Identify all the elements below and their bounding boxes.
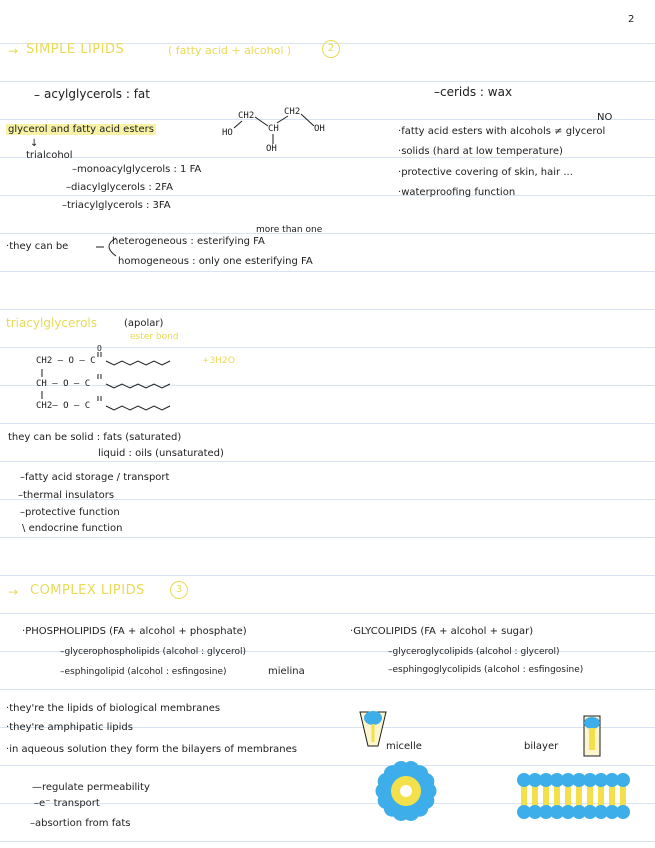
- ester-bond-label: ester bond: [130, 332, 179, 342]
- triacylglycerols-title: triacylglycerols: [6, 316, 97, 330]
- trialcohol-label: trialcohol: [26, 150, 73, 161]
- svg-text:O: O: [97, 344, 102, 353]
- acylglycerols-heading: acylglycerols : fat: [44, 87, 150, 101]
- lipid-head: [616, 773, 630, 787]
- acylglycerols-definition: glycerol and fatty acid esters: [8, 124, 154, 135]
- section-title: SIMPLE LIPIDS: [26, 42, 125, 57]
- fact-item: ·they're amphipatic lipids: [6, 722, 133, 733]
- phospholipids-heading: ·PHOSPHOLIPIDS (FA + alcohol + phosphate): [22, 626, 247, 637]
- chem-row-1: CH2 – O – C: [36, 356, 96, 366]
- apolar-label: (apolar): [124, 318, 164, 329]
- acyl-item-mono: –monoacylglycerols : 1 FA: [72, 164, 202, 175]
- glycerol-oh-bottom: OH: [266, 144, 277, 154]
- glycerol-ho: HO: [222, 128, 233, 138]
- arrow-right-icon: →: [8, 44, 19, 58]
- arrow-down-icon: ↓: [30, 138, 39, 149]
- role-item: —regulate permeability: [32, 782, 150, 793]
- liquid-line: liquid : oils (unsaturated): [98, 448, 224, 459]
- function-item: –fatty acid storage / transport: [20, 472, 170, 483]
- section-title: COMPLEX LIPIDS: [30, 583, 145, 598]
- phospho-item: –glycerophospholipids (alcohol : glycerol): [60, 647, 247, 657]
- cerids-line-3: ·protective covering of skin, hair ...: [398, 167, 573, 178]
- acyl-item-tri: –triacylglycerols : 3FA: [62, 200, 171, 211]
- phospho-item: –esphingolipid (alcohol : esfingosine): [60, 667, 227, 677]
- cerids-heading: –cerids : wax: [434, 85, 513, 99]
- glycolipids-heading: ·GLYCOLIPIDS (FA + alcohol + sugar): [350, 626, 534, 637]
- homo-line: homogeneous : only one esterifying FA: [118, 256, 313, 267]
- section-count-badge: 3: [170, 581, 188, 599]
- hetero-note: more than one: [256, 225, 323, 235]
- arrow-right-icon: →: [8, 585, 19, 599]
- chem-row-3: CH2– O – C: [36, 401, 91, 411]
- cerids-line-4: ·waterproofing function: [398, 187, 516, 198]
- dash-icon: –: [34, 88, 40, 102]
- page-number: 2: [628, 14, 635, 25]
- mielina-label: mielina: [268, 666, 305, 677]
- glycerol-ch: CH: [268, 124, 279, 134]
- function-item: –protective function: [20, 507, 120, 518]
- solid-line: they can be solid : fats (saturated): [8, 432, 182, 443]
- glycerol-ch2-left: CH2: [238, 111, 255, 121]
- glyco-item: –glyceroglycolipids (alcohol : glycerol): [388, 647, 560, 657]
- glycerol-oh-right: OH: [314, 124, 325, 134]
- fact-item: ·in aqueous solution they form the bilayers of membranes: [6, 744, 298, 755]
- bilayer-label: bilayer: [524, 741, 559, 752]
- water-label: +3H2O: [202, 356, 235, 366]
- fact-item: ·they're the lipids of biological membranes: [6, 703, 221, 714]
- function-item: –thermal insulators: [18, 490, 115, 501]
- cerids-line-2: ·solids (hard at low temperature): [398, 146, 563, 157]
- chem-row-2: CH – O – C: [36, 379, 91, 389]
- function-item: \ endocrine function: [22, 523, 123, 534]
- micelle-label: micelle: [386, 741, 422, 752]
- role-item: –e⁻ transport: [34, 798, 100, 809]
- cerids-line-1: ·fatty acid esters with alcohols ≠ glycerol: [398, 126, 606, 137]
- bilayer-icon: [0, 0, 1, 1]
- no-note: NO: [597, 112, 613, 123]
- lipid-head: [616, 805, 630, 819]
- they-can-be: ·they can be: [6, 241, 69, 252]
- glyco-item: –esphingoglycolipids (alcohol : esfingosine): [388, 665, 584, 675]
- acyl-item-di: –diacylglycerols : 2FA: [66, 182, 173, 193]
- hetero-line: heterogeneous : esterifying FA: [112, 236, 265, 247]
- section-count-badge: 2: [322, 40, 340, 58]
- role-item: –absortion from fats: [30, 818, 131, 829]
- glycerol-ch2-right: CH2: [284, 107, 301, 117]
- section-subtitle: ( fatty acid + alcohol ): [168, 44, 292, 57]
